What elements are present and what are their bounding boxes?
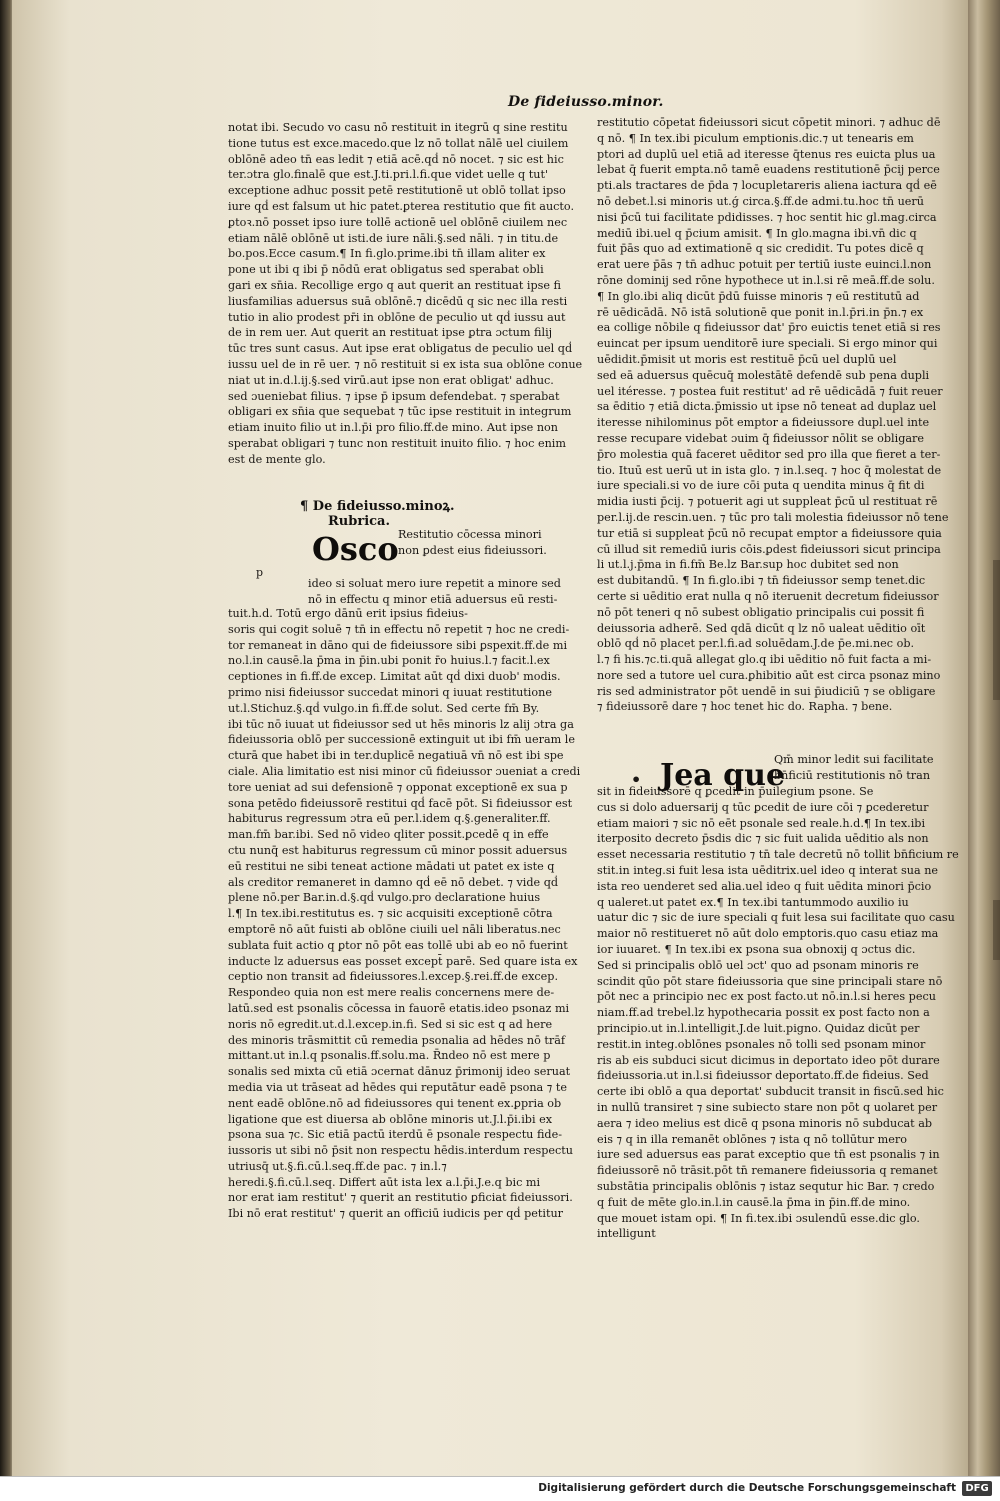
text-line: inducte lz aduersus eas posset except̄ parē. Sed quare ista ex — [228, 954, 578, 968]
text-line: tio. Ituū est uerū ut in ista glo. ⁊ in.l.seq. ⁊ hoc q̄ molestat de — [597, 463, 942, 477]
text-line: stit.in integ.si fuit lesa ista uēditrix.uel ideo q interat sua ne — [597, 863, 939, 877]
text-line: soris qui cogit soluē ⁊ tn̄ in effectu nō repetit ⁊ hoc ne credi- — [228, 622, 570, 636]
text-line: nore sed a tutore uel cura.ꝑhibitio aūt est circa psonaz mino — [597, 668, 941, 682]
text-line: l.⁊ fi his.⁊c.ti.quā allegat glo.q ibi uēditio nō fuit facta a mi- — [597, 653, 932, 667]
text-line: esset necessaria restitutio ⁊ tn̄ tale decretū nō tollit bn̄ficium re — [597, 848, 959, 862]
text-line: Restitutio cōcessa minori — [398, 528, 542, 541]
text-line: ligatione que est diuersa ab oblōne minoris ut.J.l.p̄i.ibi ex — [228, 1112, 553, 1126]
right-column-bottom — [597, 784, 959, 1242]
text-line: nor erat iam restitut' ⁊ querit an restitutio ꝑficiat fideiussori. — [228, 1191, 573, 1205]
text-line: obligari ex sn̄ia que sequebat ⁊ tūc ipse restituit in integrum — [228, 405, 572, 419]
text-line: restit.in integ.oblōnes psonales nō tolli sed psonam minor — [597, 1037, 926, 1051]
left-column-bottom-mid — [308, 576, 561, 608]
text-line: rōne dominij sed rōne hypothece ut in.l.si rē meā.ff.de solu. — [597, 273, 935, 287]
text-line: gari ex sn̄ia. Recollige ergo q aut querit an restituat ipse fi — [228, 278, 562, 292]
text-line: ceptiones in fi.ff.de excep. Limitat aūt qḋ dixi duob' modis. — [228, 670, 561, 684]
left-column-top — [228, 120, 583, 468]
running-head: De fideiusso.minor. — [508, 94, 664, 110]
text-line: liusfamilias aduersus suā oblōnē.⁊ dicēdū q sic nec illa resti — [228, 294, 568, 308]
text-line: euincat per ipsum uenditorē iure speciali. Si ergo minor qui — [597, 337, 938, 351]
text-line: etiam maiori ⁊ sic nō eēt psonale sed reale.h.d.¶ In tex.ibi — [597, 816, 926, 830]
text-line: iure qḋ est falsum ut hic patet.ꝑterea restitutio que fit aucto. — [228, 199, 575, 213]
section-rubric: Rubrica. — [328, 514, 390, 529]
text-line: Ibi nō erat restitut' ⁊ querit an officiū iudicis per qḋ petitur — [228, 1207, 564, 1221]
text-line: de in rem uer. Aut querit an restituat ipse ꝑtra ɔctum filij — [228, 326, 553, 340]
text-line: ciale. Alia limitatio est nisi minor cū fideiussor ɔueniat a credi — [228, 764, 581, 778]
text-line: l.¶ In tex.ibi.restitutus es. ⁊ sic acquisiti exceptionē cōtra — [228, 907, 553, 921]
text-line: restitutio cōpetat fideiussori sicut cōpetit minori. ⁊ adhuc dē — [597, 116, 941, 129]
text-line: sublata fuit actio q ꝑtor nō pōt eas tollē ubi ab eo nō fuerint — [228, 938, 568, 952]
text-line: bo.pos.Ecce casum.¶ In fi.glo.prime.ibi tn̄ illam aliter ex — [228, 247, 546, 261]
text-line: sonalis sed mixta cū etiā ɔcernat dānuz p̄rimonij ideo seruat — [228, 1065, 571, 1079]
text-line: tor remaneat in dāno qui de fideiussore sibi ꝑspexit.ff.de mi — [228, 638, 568, 652]
text-line: ceptio non transit ad fideiussores.l.excep.§.rei.ff.de excep. — [228, 970, 559, 984]
text-line: nisi p̄cū tui facilitate pdidisses. ⁊ hoc sentit hic gl.mag.circa — [597, 210, 937, 224]
text-line: emptorē nō aūt fuisti ab oblōne ciuili uel nāli liberatus.nec — [228, 922, 561, 936]
text-line: primo nisi fideiussor succedat minori q iuuat restitutione — [228, 685, 552, 699]
text-line: ideo si soluat mero iure repetit a minore sed — [308, 577, 561, 590]
text-line: principio.ut in.l.intelligit.J.de luit.pigno. Quidaz dicūt per — [597, 1021, 920, 1035]
text-line: noris nō egredit.ut.d.l.excep.in.fi. Sed si sic est q ad here — [228, 1017, 553, 1031]
book-gutter — [968, 0, 1000, 1476]
text-line: plene nō.per Bar.in.d.§.qḋ vulgo.pro declaratione huius — [228, 891, 541, 905]
text-line: pti.als tractares de p̄da ⁊ locupletareris aliena iactura qḋ eē — [597, 179, 937, 193]
text-line: nō pōt teneri q nō subest obligatio principalis cui possit fi — [597, 605, 925, 619]
text-line: oblō qḋ nō placet per.l.fi.ad soluēdam.J.de p̄e.mi.nec ob. — [597, 637, 915, 651]
text-line: sit in fideiussorē q ꝑcedit in p̄uilegium psone. Se — [597, 785, 874, 798]
text-line: nō debet.l.si minoris ut.ǵ circa.§.ff.de admi.tu.hoc tn̄ uerū — [597, 194, 924, 208]
text-line: ut.l.Stichuz.§.qḋ vulgo.in fi.ff.de solut. Sed certe fm̄ By. — [228, 701, 540, 715]
text-line: midia iusti p̄cij. ⁊ potuerit agi ut suppleat p̄cū ul restituat rē — [597, 495, 938, 509]
text-line: ris ab eis subduci sicut dicimus in deportato ideo pōt durare — [597, 1053, 940, 1067]
text-line: ior iuuaret. ¶ In tex.ibi ex psona sua obnoxij q ɔctus dic. — [597, 942, 916, 956]
text-line: est de mente glo. — [228, 452, 326, 466]
text-line: cū illud sit remediū iuris cōis.ꝑdest fideiussori sicut principa — [597, 542, 941, 556]
text-line: uatur dic ⁊ sic de iure speciali q fuit lesa sui facilitate quo casu — [597, 911, 955, 925]
text-line: maior nō restitueret nō aūt dolo emptoris.quo casu etiaz ma — [597, 927, 939, 941]
text-line: habiturus regressum ɔtra eū per.l.idem q.§.generaliter.ff. — [228, 812, 551, 826]
text-line: utriusq̄ ut.§.fi.cū.l.seq.ff.de pac. ⁊ in.l.⁊ — [228, 1159, 447, 1173]
text-line: certe ibi oblō a qua deportat' subducit transit in fiscū.sed hic — [597, 1085, 944, 1099]
text-line: media via ut trāseat ad hēdes qui reputātur eadē psona ⁊ te — [228, 1080, 568, 1094]
text-line: ter.ɔtra glo.finalē que est.J.ti.pri.l.fi.que videt uelle q tut' — [228, 168, 549, 182]
text-line: q ualeret.ut patet ex.¶ In tex.ibi tantummodo auxilio iu — [597, 895, 909, 909]
text-line: iteresse nihilominus pōt emptor a fideiussore dupl.uel inte — [597, 416, 930, 430]
gutter-stain — [993, 560, 1000, 700]
dfg-logo: DFG — [962, 1481, 992, 1496]
text-line: sed eā aduersus quēcuq̄ molestātē defendē sub pena dupli — [597, 368, 930, 382]
text-line: iussu uel de in rē uer. ⁊ nō restituit si ex ista sua oblōne conue — [228, 357, 583, 371]
text-line: iure sed aduersus eas parat exceptio que tn̄ est psonalis ⁊ in — [597, 1148, 940, 1162]
text-line: ista reo uenderet sed alia.uel ideo q fuit uēdita minori p̄cio — [597, 879, 932, 893]
text-line: ibi tūc nō iuuat ut fideiussor sed ut hēs minoris lz alij ɔtra ga — [228, 717, 574, 731]
margin-glyph: p — [256, 566, 264, 579]
text-line: ⁊ fideiussorē dare ⁊ hoc tenet hic do. Rapha. ⁊ bene. — [597, 700, 893, 714]
text-line: substātia principalis oblōnis ⁊ istaz sequtur hic Bar. ⁊ credo — [597, 1179, 935, 1193]
text-line: niat ut in.d.l.ij.§.sed virū.aut ipse non erat obligat' adhuc. — [228, 373, 554, 387]
text-line: oblōnē adeo tn̄ eas ledit ⁊ etiā acē.qḋ nō nocet. ⁊ sic est hic — [228, 152, 564, 166]
text-line: lebat q̄ fuerit empta.nō tamē euadens restitutionē p̄cij perce — [597, 163, 940, 177]
text-line: pōt nec a principio nec ex post facto.ut nō.in.l.si heres pecu — [597, 990, 936, 1004]
text-line: scindit qūo pōt stare fideiussoria que sine principali stare nō — [597, 974, 943, 988]
text-line: per.l.ij.de rescin.uen. ⁊ tūc pro tali molestia fideiussor nō tene — [597, 510, 949, 524]
right-column-top — [597, 115, 949, 715]
text-line: li ut.l.j.p̄ma in fi.fm̄ Be.lz Bar.sup hoc dubitet sed non — [597, 558, 899, 572]
left-column-bottom-indent — [398, 527, 547, 559]
margin-dot: • — [631, 770, 642, 789]
text-line: uel itéresse. ⁊ postea fuit restitut' ad rē uēdicādā ⁊ fuit reuer — [597, 384, 943, 398]
text-line: sa ēditio ⁊ etiā dicta.p̄missio ut ipse nō teneat ad duplaz uel — [597, 400, 937, 414]
text-line: rē uēdicādā. Nō istā solutionē que ponit in.l.p̄ri.in p̄n.⁊ ex — [597, 305, 924, 319]
text-line: etiam inuito filio ut in.l.p̄i pro filio.ff.de mino. Aut ipse non — [228, 421, 558, 435]
section-heading — [300, 496, 540, 529]
text-line: q fuit de mēte glo.in.l.in causē.la p̄ma in p̄in.ff.de mino. — [597, 1195, 911, 1209]
text-line: Qm̄ minor ledit sui facilitate — [774, 753, 934, 766]
text-line: tūc tres sunt casus. Aut ipse erat obligatus de peculio uel qḋ — [228, 342, 573, 356]
text-line: q nō. ¶ In tex.ibi piculum emptionis.dic.⁊ ut tenearis em — [597, 131, 914, 145]
text-line: uēdidit.p̄misit ut moris est restituē p̄cū uel duplū uel — [597, 352, 897, 366]
text-line: heredi.§.fi.cū.l.seq. Differt aūt ista lex a.l.p̄i.J.e.q bic mi — [228, 1175, 541, 1189]
text-line: Respondeo quia non est mere realis concernens mere de- — [228, 986, 555, 1000]
text-line: no.l.in causē.la p̄ma in p̄in.ubi ponit r̄o huius.l.⁊ facit.l.ex — [228, 654, 550, 668]
text-line: ea collige nōbile q fideiussor dat' p̄ro euictis tenet etiā si res — [597, 321, 941, 335]
text-line: bn̄ficiū restitutionis nō tran — [774, 768, 931, 782]
text-line: que mouet istam opi. ¶ In fi.tex.ibi ɔsulendū esse.dic glo. — [597, 1211, 920, 1225]
text-line: intelligunt — [597, 1227, 656, 1241]
text-line: eis ⁊ q in illa remanēt oblōnes ⁊ ista q nō tollūtur mero — [597, 1132, 907, 1146]
text-line: fideiussoria.ut in.l.si fideiussor deportato.ff.de fideius. Sed — [597, 1069, 929, 1083]
text-line: non ꝑdest eius fideiussori. — [398, 543, 547, 557]
text-line: eū restitui ne sibi teneat actione mādati ut patet ex iste q — [228, 859, 555, 873]
text-line: mediū ibi.uel q p̄cium amisit. ¶ In glo.magna ibi.vn̄ dic q — [597, 226, 917, 240]
text-line: tutio in alio prodest pr̄i in oblōne de peculio ut qḋ iussu aut — [228, 310, 566, 324]
text-line: fideiussoria oblō per successionē extinguit ut ibi fm̄ ueram le — [228, 733, 575, 747]
text-line: mittant.ut in.l.q psonalis.ff.solu.ma. R̄ndeo nō est mere p — [228, 1049, 551, 1063]
text-line: aera ⁊ ideo melius est dicē q psona minoris nō subducat ab — [597, 1116, 933, 1130]
text-line: Sed si principalis oblō uel ɔct' quo ad psonam minoris re — [597, 958, 919, 972]
text-line: cturā que habet ibi in ter.duplicē negatiuā vn̄ nō est ibi spe — [228, 749, 564, 763]
text-line: ctu nunq̄ est habiturus regressum cū minor possit aduersus — [228, 843, 568, 857]
text-line: nent eadē oblōne.nō ad fideiussores qui tenent ex.ꝑpria ob — [228, 1096, 562, 1110]
text-line: niam.ff.ad trebel.lz hypothecaria possit ex post facto non a — [597, 1006, 930, 1020]
decorated-initial-left: Osco — [312, 530, 399, 568]
text-line: in nullū transiret ⁊ sine subiecto stare non pōt q uolaret per — [597, 1100, 938, 1114]
footer-bar — [0, 1476, 1000, 1501]
footer-credit: Digitalisierung gefördert durch die Deutsche Forschungsgemeinschaft — [538, 1482, 956, 1494]
text-line: est dubitandū. ¶ In fi.glo.ibi ⁊ tn̄ fideiussor semp tenet.dic — [597, 574, 926, 588]
text-line: tione tutus est exce.macedo.que lz nō tollat nālē uel ciuilem — [228, 136, 569, 150]
text-line: fuit p̄ās quo ad extimationē q sic credidit. Tu potes dicē q — [597, 242, 924, 256]
text-line: etiam nālē oblōnē ut isti.de iure nāli.§.sed nāli. ⁊ in titu.de — [228, 231, 559, 245]
right-column-bottom-indent — [774, 752, 934, 784]
text-line: man.fm̄ bar.ibi. Sed nō video qliter possit.ꝑcedē q in effe — [228, 828, 549, 842]
text-line: tur etiā si suppleat p̄cū nō recupat emptor a fideiussore quia — [597, 526, 942, 540]
text-line: iussoris ut sibi nō p̄sit non respectu hēdis.interdum respectu — [228, 1144, 573, 1158]
text-line: ꝑtoꝛ.nō posset ipso iure tollē actionē uel oblōnē ciuilem nec — [228, 215, 568, 229]
text-line: resse recupare videbat ɔuim q̄ fideiussor nōlit se obligare — [597, 431, 924, 445]
text-line: iterposito decreto p̄sdis dic ⁊ sic fuit ualida uēditio als non — [597, 832, 929, 846]
text-line: als creditor remaneret in damno qḋ eē nō debet. ⁊ vide qḋ — [228, 875, 559, 889]
text-line: fideiussorē nō trāsit.pōt tn̄ remanere fideiussoria q remanet — [597, 1164, 938, 1178]
text-line: exceptione adhuc possit petē restitutionē ut oblō tollat ipso — [228, 184, 566, 198]
text-line: psona sua ⁊c. Sic etiā pactū iterdū ē psonale respectu fide- — [228, 1128, 562, 1142]
text-line: notat ibi. Secudo vo casu nō restituit in itegrū q sine restitu — [228, 121, 568, 134]
text-line: latū.sed est psonalis cōcessa in fauorē etatis.ideo psonaz mi — [228, 1001, 570, 1015]
text-line: tuit.h.d. Totū ergo dānū erit ipsius fideius- — [228, 607, 468, 620]
text-line: cus si dolo aduersarij q tūc ꝑcedit de iure cōi ⁊ ꝑcederetur — [597, 800, 929, 814]
text-line: erat uere p̄ās ⁊ tn̄ adhuc potuit per tertiū iuste euinci.l.non — [597, 258, 932, 272]
text-line: sperabat obligari ⁊ tunc non restituit inuito filio. ⁊ hoc enim — [228, 436, 566, 450]
text-line: sona petēdo fideiussorē restitui qḋ facē pōt. Si fideiussor est — [228, 796, 573, 810]
text-line: ris sed administrator pōt uendē in sui p̄iudiciū ⁊ se obligare — [597, 684, 936, 698]
gutter-stain — [993, 900, 1000, 960]
decorated-initial-right: Jea que — [660, 758, 786, 793]
text-line: pone ut ibi q ibi p̄ nōdū erat obligatus sed sperabat obli — [228, 263, 544, 277]
text-line: nō in effectu q minor etiā aduersus eū resti- — [308, 592, 558, 606]
left-column-bottom — [228, 606, 581, 1222]
text-line: ¶ In glo.ibi aliq dicūt p̄dū fuisse minoris ⁊ eū restitutū ad — [597, 289, 920, 303]
text-line: sed ɔueniebat filius. ⁊ ipse p̄ ipsum defendebat. ⁊ sperabat — [228, 389, 560, 403]
text-line: des minoris trāsmittit cū remedia psonalia ad hēdes nō trāf — [228, 1033, 566, 1047]
text-line: p̄ro molestia quā faceret uēditor sed pro illa que fieret a ter- — [597, 447, 941, 461]
text-line: certe si uēditio erat nulla q nō iteruenit decretum fideiussor — [597, 589, 939, 603]
text-line: ptori ad duplū uel etiā ad iteresse q̄tenus res euicta plus ua — [597, 147, 936, 161]
text-line: tore ueniat ad sui defensionē ⁊ opponat exceptionē ex sua p — [228, 780, 568, 794]
section-title: ¶ De fideiusso.minoꝝ. — [300, 499, 455, 514]
text-line: deiussoria adherē. Sed qdā dicūt q lz nō ualeat uēditio oīt — [597, 621, 926, 635]
text-line: iure speciali.si vo de iure cōi puta q uendita minus q̄ fit di — [597, 479, 925, 493]
